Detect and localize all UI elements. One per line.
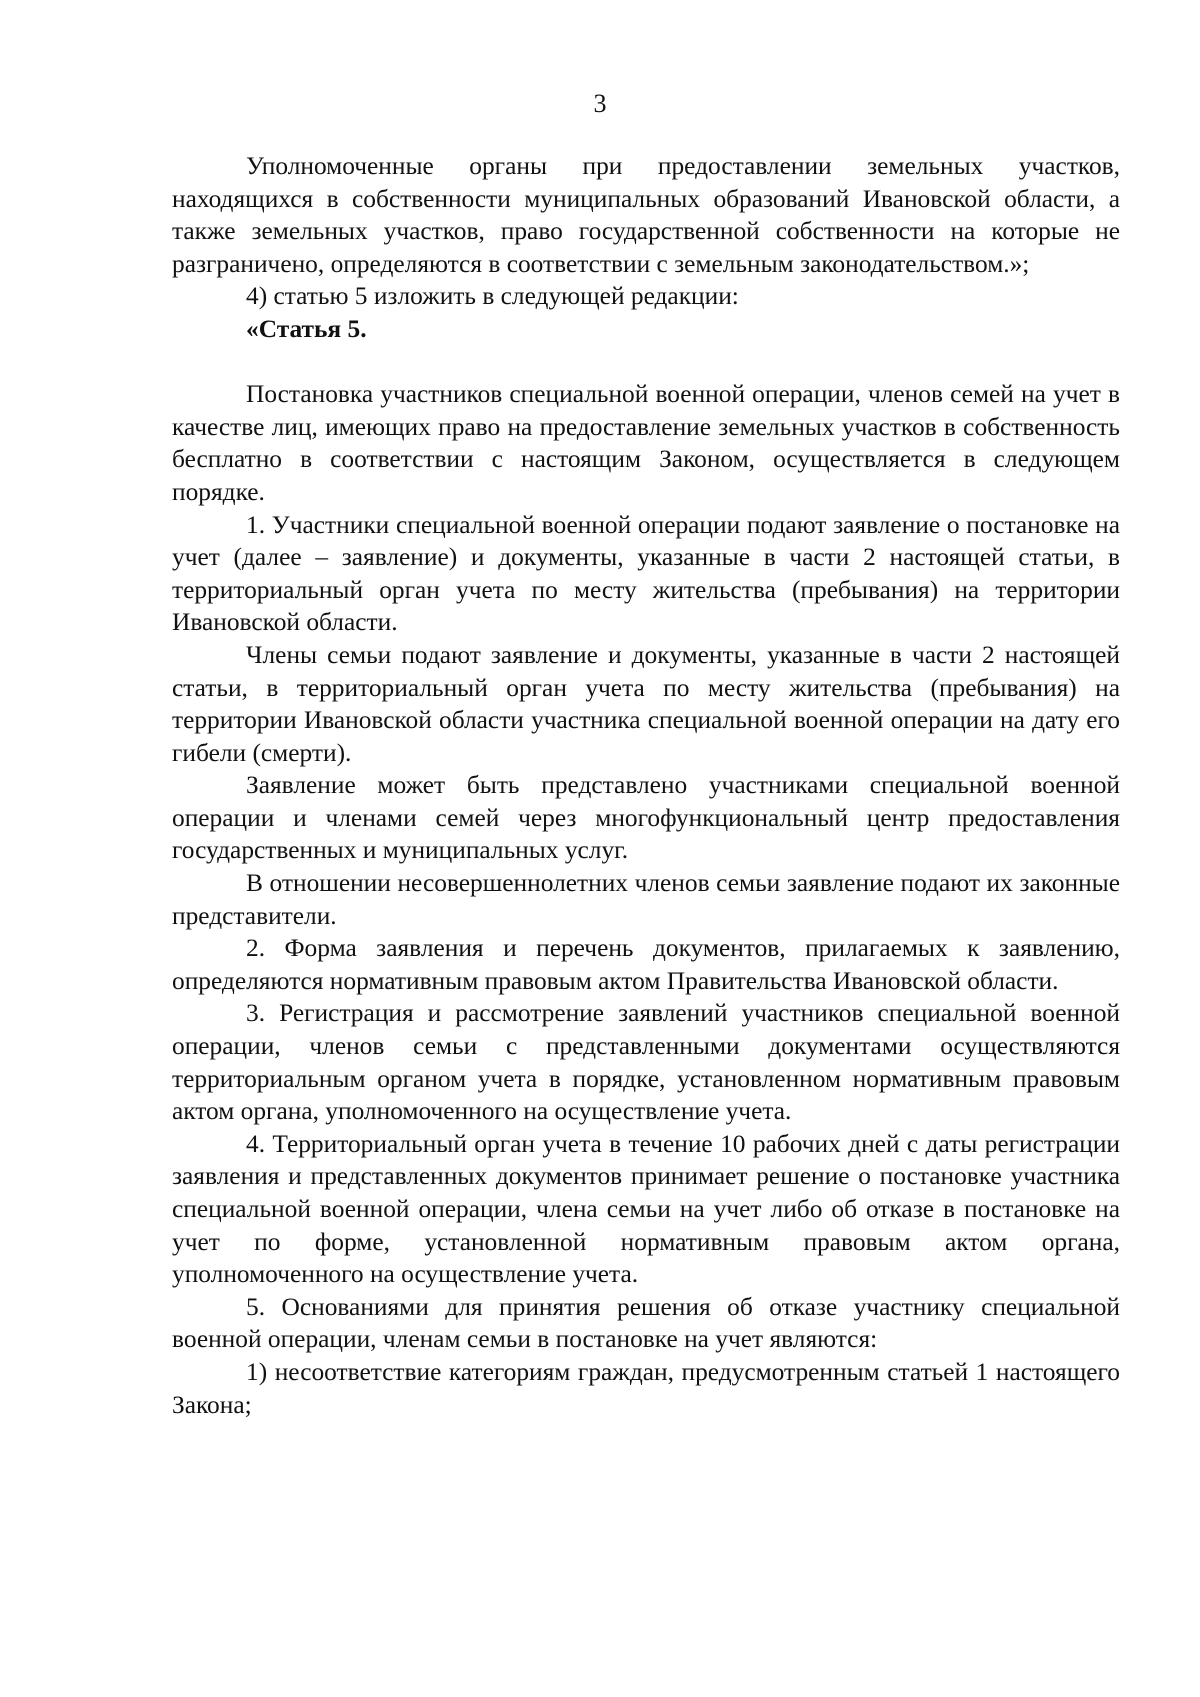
paragraph-item-3: 3. Регистрация и рассмотрение заявлений участников специальной военной операции, членов семьи с представленными документами осуществляются территориальным органом учета в порядке, установленном нормативным правовым актом органа, уполномоченного на осуществление учета. [172,999,1120,1126]
paragraph-subitem-1: 1) несоответствие категориям граждан, предусмотренным статьей 1 настоящего Закона; [172,1357,1120,1419]
paragraph-family-members: Члены семьи подают заявление и документы, указанные в части 2 настоящей статьи, в территориальный орган учета по месту жительства (пребывания) на территории Ивановской области участника специальной военной операции на дату его гибели (смерти). [172,640,1120,767]
paragraph-item-2: 2. Форма заявления и перечень документов, прилагаемых к заявлению, определяются нормативным правовым актом Правительства Ивановской области. [172,934,1120,995]
page-number: 3 [593,89,607,118]
paragraph-amendment-article-5: 4) статью 5 изложить в следующей редакции: [246,282,739,311]
paragraph-mfc-submission: Заявление может быть представлено участниками специальной военной операции и членами семей через многофункциональный центр предоставления государственных и муниципальных услуг. [172,771,1120,865]
paragraph-item-5: 5. Основаниями для принятия решения об отказе участнику специальной военной операции, членам семьи в постановке на учет являются: [172,1292,1120,1354]
paragraph-registration-order: Постановка участников специальной военной операции, членов семей на учет в качестве лиц, имеющих право на предоставление земельных участков в собственность бесплатно в соответствии с настоящим Законом, осуществляется в следующем порядке. [172,380,1120,506]
paragraph-item-1: 1. Участники специальной военной операции подают заявление о постановке на учет (далее – заявление) и документы, указанные в части 2 настоящей статьи, в территориальный орган учета по месту жительства (пребывания) на территории Ивановской области. [172,510,1120,637]
paragraph-item-4: 4. Территориальный орган учета в течение 10 рабочих дней с даты регистрации заявления и представленных документов принимает решение о постановке участника специальной военной операции, члена семьи на учет либо об отказе в постановке на учет по форме, установленной нормативным правовым актом органа, уполномоченного на осуществление учета. [172,1129,1120,1289]
paragraph-land-authorities: Уполномоченные органы при предоставлении земельных участков, находящихся в собственности муниципальных образований Ивановской области, а также земельных участков, право государственной собственности на которые не разграничено, определяются в соответствии с земельным законодательством.»; [172,152,1120,278]
article-heading: «Статья 5. [246,314,367,343]
paragraph-minors: В отношении несовершеннолетних членов семьи заявление подают их законные представители. [172,869,1120,930]
document-body [172,150,1120,1421]
